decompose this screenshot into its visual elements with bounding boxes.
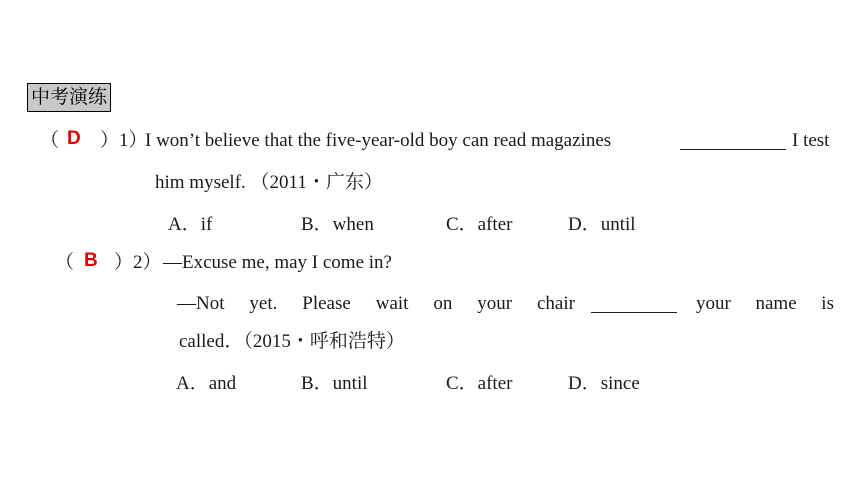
q1-option-c: C．after	[446, 214, 513, 235]
q2-number: ）2）	[114, 252, 162, 273]
q1-answer-blank	[680, 131, 786, 150]
q2-answer: B	[84, 250, 98, 271]
q2-option-b: B．until	[301, 373, 368, 394]
q1-number: ）1）	[100, 130, 148, 151]
q1-option-d: D．until	[568, 214, 636, 235]
section-title: 中考演练	[27, 83, 111, 112]
q1-stem-line2: him myself. （2011・广东）	[155, 172, 383, 193]
q2-word: your	[696, 293, 731, 314]
q2-word: yet.	[249, 293, 278, 314]
q2-open-paren: （	[55, 252, 75, 273]
q2-word: Please	[302, 293, 351, 314]
q2-stem-line2-start	[177, 292, 575, 316]
q2-option-c: C．after	[446, 373, 513, 394]
q2-stem-line3: called．（2015・呼和浩特）	[179, 331, 405, 352]
q2-word: your	[477, 293, 513, 314]
q2-word: is	[821, 293, 834, 314]
q2-word: on	[433, 293, 453, 314]
q1-answer: D	[67, 128, 81, 149]
q1-stem-line1-end: I test	[792, 130, 830, 151]
q1-option-b: B．when	[301, 214, 374, 235]
q1-open-paren: （	[40, 130, 60, 151]
q2-word: wait	[375, 293, 409, 314]
q2-option-d: D．since	[568, 373, 640, 394]
q2-word: chair	[537, 293, 575, 314]
q1-stem-line1: I won’t believe that the five-year-old boy can read magazines	[145, 130, 612, 151]
q1-option-a: A．if	[168, 214, 213, 235]
q2-option-a: A．and	[176, 373, 237, 394]
q2-answer-blank	[591, 294, 677, 313]
q2-word: —Not	[177, 293, 225, 314]
q2-word: name	[755, 293, 797, 314]
q2-stem-line1: —Excuse me, may I come in?	[163, 252, 392, 273]
q2-stem-line2-end	[696, 292, 834, 316]
